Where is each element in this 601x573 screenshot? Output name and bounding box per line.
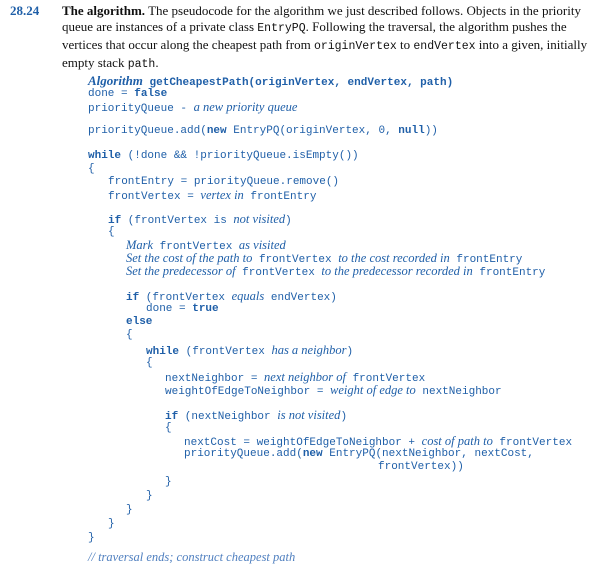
code-comment: // traversal ends; construct cheapest path	[88, 550, 296, 564]
code-text: ))	[424, 125, 438, 137]
pseudo-text: not visited	[233, 212, 286, 226]
code-text: frontVertex	[153, 241, 239, 253]
pseudo-text: Set the cost of the path to	[126, 251, 253, 265]
pseudo-text: Mark	[126, 238, 154, 252]
code-line-done-false	[88, 88, 167, 101]
close-brace: }	[126, 504, 133, 516]
code-line-set-predecessor	[126, 265, 545, 280]
keyword-while: while	[88, 150, 122, 162]
code-text: )	[346, 346, 354, 358]
code-line-edge-weight	[165, 384, 502, 399]
keyword-else: else	[126, 316, 153, 328]
code-text: done =	[88, 88, 135, 100]
code-text: done =	[146, 303, 193, 315]
code-text: (frontVertex is	[121, 215, 234, 227]
code-text: (frontVertex	[139, 292, 232, 304]
code-line-done-true	[146, 303, 219, 316]
intro-text-3: to	[396, 37, 414, 52]
intro-text-4: into a given, initially empty stack	[62, 37, 588, 70]
code-text: frontEntry = priorityQueue.remove()	[108, 176, 340, 188]
code-line-brace	[146, 490, 153, 503]
code-text: frontVertex))	[378, 461, 464, 473]
code-text: frontVertex	[492, 437, 573, 449]
code-line-brace	[88, 163, 95, 176]
code-text: nextNeighbor =	[165, 373, 265, 385]
code-text: nextCost = weightOfEdgeToNeighbor +	[184, 437, 422, 449]
code-line-brace	[165, 476, 172, 489]
open-brace: {	[108, 226, 115, 238]
algorithm-label: Algorithm	[88, 73, 143, 88]
keyword-if: if	[126, 292, 140, 304]
code-line-if-not-visited	[108, 213, 292, 228]
code-text: frontEntry	[449, 254, 523, 266]
code-line-brace	[88, 532, 95, 545]
keyword-null: null	[398, 125, 425, 137]
close-brace: }	[108, 518, 115, 530]
inline-code-entrypq: EntryPQ	[257, 22, 306, 35]
code-text: priorityQueue -	[88, 103, 194, 115]
code-line-brace	[108, 518, 115, 531]
code-line-add-origin	[88, 125, 438, 138]
inline-code-endvertex: endVertex	[413, 40, 476, 53]
code-line-brace	[165, 422, 172, 435]
keyword-while: while	[146, 346, 180, 358]
keyword-true: true	[192, 303, 219, 315]
intro-text-2: . Following the traversal, the algorithm pushes the vertices that occur along the cheapest path from	[62, 19, 567, 52]
code-line-priority-queue	[88, 101, 297, 116]
intro-paragraph	[62, 3, 596, 73]
open-brace: {	[146, 357, 153, 369]
keyword-new: new	[302, 448, 323, 460]
open-brace: {	[88, 163, 95, 175]
code-line-brace	[126, 329, 133, 342]
code-text: weightOfEdgeToNeighbor =	[165, 386, 331, 398]
section-number: 28.24	[10, 3, 40, 18]
code-text: priorityQueue.add(	[184, 448, 303, 460]
pseudo-text: Set the predecessor of	[126, 264, 236, 278]
inline-code-path: path	[127, 58, 156, 71]
pseudo-text: next neighbor of	[264, 370, 346, 384]
code-text: nextNeighbor	[415, 386, 502, 398]
code-text: frontVertex	[252, 254, 339, 266]
code-text: )	[340, 411, 348, 423]
code-text: (!done && !priorityQueue.isEmpty())	[121, 150, 359, 162]
pseudo-text: cost of path to	[421, 434, 493, 448]
inline-code-originvertex: originVertex	[313, 40, 397, 53]
code-line-else	[126, 316, 152, 329]
open-brace: {	[126, 329, 133, 341]
code-line-if-neighbor-not-visited	[165, 409, 347, 424]
close-brace: }	[88, 532, 95, 544]
code-line-while-neighbor	[146, 344, 353, 359]
pseudo-text: weight of edge to	[330, 383, 416, 397]
pseudo-text: to the predecessor recorded in	[321, 264, 473, 278]
pseudo-text: is not visited	[277, 408, 341, 422]
code-text: (frontVertex	[179, 346, 272, 358]
keyword-false: false	[134, 88, 168, 100]
keyword-if: if	[165, 411, 179, 423]
code-text: (nextNeighbor	[178, 411, 278, 423]
close-brace: }	[165, 476, 172, 488]
code-text: frontEntry	[472, 267, 546, 279]
code-line-brace	[108, 226, 115, 239]
code-line-front-vertex	[108, 189, 316, 204]
algorithm-signature: getCheapestPath(originVertex, endVertex, path)	[142, 77, 454, 89]
code-line-while-outer	[88, 150, 359, 163]
paragraph-lead: The algorithm.	[62, 3, 146, 18]
keyword-new: new	[206, 125, 227, 137]
pseudo-text: vertex in	[200, 188, 244, 202]
code-text: EntryPQ(nextNeighbor, nextCost,	[322, 448, 534, 460]
code-text: frontVertex =	[108, 191, 201, 203]
open-brace: {	[165, 422, 172, 434]
intro-text-5: .	[155, 55, 159, 70]
code-line-brace	[146, 357, 153, 370]
code-text: EntryPQ(originVertex, 0,	[226, 125, 399, 137]
code-line-brace	[126, 504, 133, 517]
code-text: frontVertex	[235, 267, 322, 279]
keyword-if: if	[108, 215, 122, 227]
pseudo-text: has a neighbor	[271, 343, 347, 357]
pseudo-text: equals	[231, 289, 265, 303]
pseudo-text: a new priority queue	[193, 100, 298, 114]
code-text: priorityQueue.add(	[88, 125, 207, 137]
code-text: frontVertex	[345, 373, 426, 385]
code-line-queue-add-neighbor	[184, 448, 534, 461]
pseudo-text: to the cost recorded in	[338, 251, 450, 265]
code-text: frontEntry	[243, 191, 317, 203]
close-brace: }	[146, 490, 153, 502]
code-text: endVertex)	[264, 292, 337, 304]
code-text: )	[285, 215, 292, 227]
pseudo-text: as visited	[238, 238, 286, 252]
code-line-queue-add-continuation	[378, 461, 464, 474]
intro-text-1: The pseudocode for the algorithm we just described follows. Objects in the priority queue are instances of a private class	[62, 3, 581, 34]
